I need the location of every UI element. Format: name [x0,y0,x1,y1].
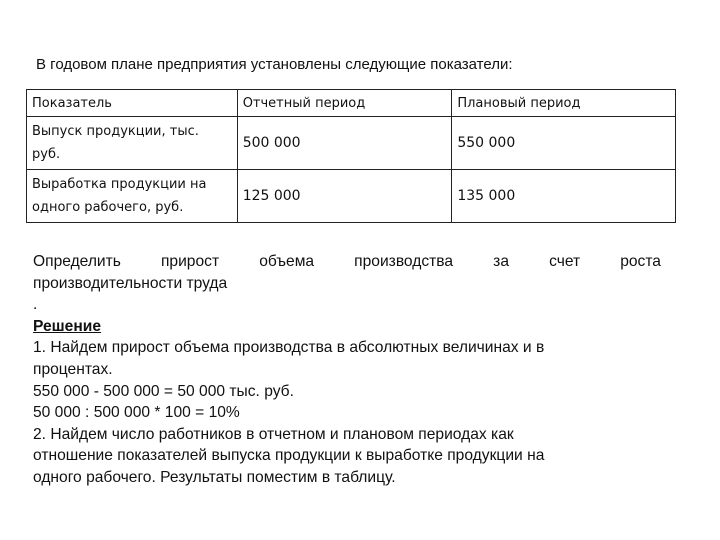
task-word: роста [620,253,661,270]
report-value: 125 000 [237,170,452,223]
solution-line: одного рабочего. Результаты поместим в таблицу. [33,468,396,486]
table-header-row [27,90,676,117]
task-line-2: производительности труда [33,274,228,292]
report-value: 500 000 [237,117,452,170]
row-label-line: Выработка продукции на [32,177,207,192]
table-row [27,117,676,170]
solution-line: 50 000 : 500 000 * 100 = 10% [33,404,240,422]
task-line [33,251,661,273]
task-word: Определить [33,253,121,270]
solution-line: 550 000 - 500 000 = 50 000 тыс. руб. [33,382,294,400]
row-label-line: руб. [32,147,61,162]
plan-value: 135 000 [452,170,676,223]
task-word: счет [549,253,581,270]
solution-line: отношение показателей выпуска продукции к выработке продукции на [33,447,545,465]
solution-heading: Решение [33,317,102,335]
solution-line: 2. Найдем число работников в отчетном и плановом периодах как [33,425,514,443]
table-row [27,170,676,223]
row-label [27,170,238,223]
task-and-solution [33,251,661,489]
intro-text: В годовом плане предприятия установлены следующие показатели: [36,56,513,73]
header-plan-period: Плановый период [452,90,676,117]
solution-line: 1. Найдем прирост объема производства в абсолютных величинах и в [33,339,545,357]
header-report-period: Отчетный период [237,90,452,117]
row-label-line: Выпуск продукции, тыс. [32,124,199,139]
task-dot: . [33,296,38,314]
task-word: производства [354,253,454,270]
task-word: за [493,253,509,270]
task-word: прирост [160,253,220,270]
solution-line: процентах. [33,360,113,378]
header-indicator: Показатель [27,90,238,117]
row-label-line: одного рабочего, руб. [32,200,184,215]
task-word: объема [259,253,315,270]
indicators-table [26,89,676,223]
plan-value: 550 000 [452,117,676,170]
row-label [27,117,238,170]
